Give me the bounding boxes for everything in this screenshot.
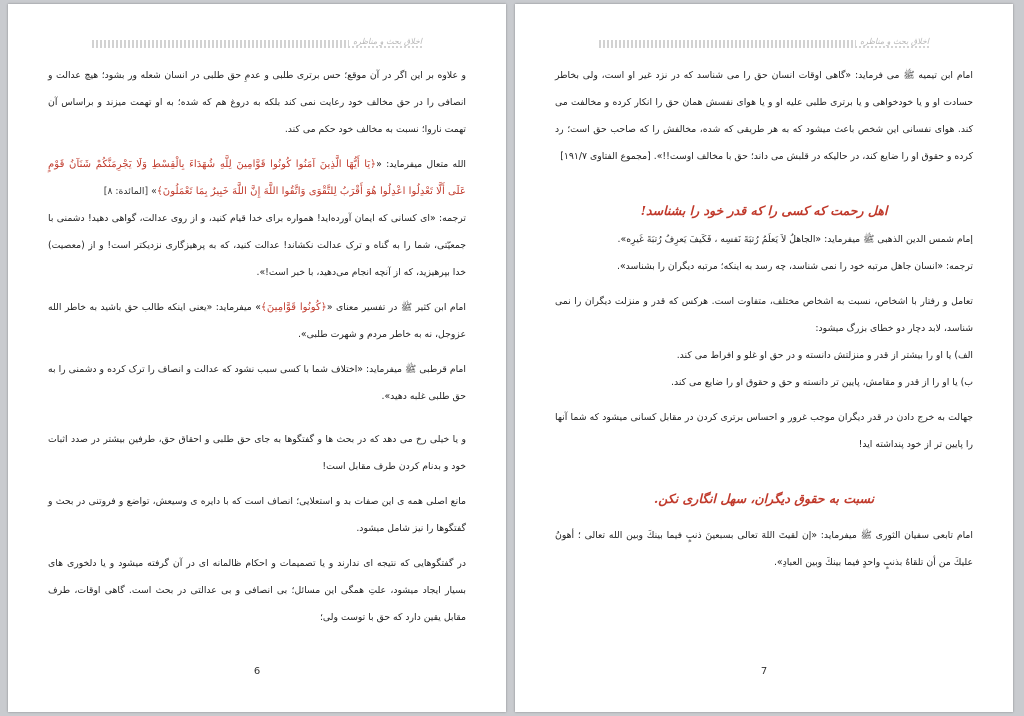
right-page-body [555,62,973,576]
quran-verse: ﴿يَا أَيُّهَا الَّذِينَ آمَنُوا كُونُوا قَوَّامِينَ لِلَّهِ شُهَدَاءَ بِالْقِسْطِ وَلَا يَجْرِمَنَّكُمْ شَنَآنُ قَوْمٍ عَلَى أَلَّا تَعْدِلُوا اعْدِلُوا هُوَ أَقْرَبُ لِلتَّقْوَى وَاتَّقُوا اللَّهَ إِنَّ اللَّهَ خَبِيرٌ بِمَا تَعْمَلُونَ﴾ [48,159,466,197]
qurtubi-paragraph: امام قرطبی ﷺ میفرماید: «اختلاف شما با کسی سبب نشود که عدالت و انصاف را ترک کرده و دشمنی را به حق طلبی غلبه دهید». [48,364,466,402]
ayah-intro: الله متعال میفرماید: « [376,159,467,170]
ibn-kathir-before: امام ابن کثیر ﷺ در تفسیر معنای « [326,302,466,313]
page-header-divider [599,37,929,48]
verse-reference: » [المائدة: ٨] [103,186,157,197]
page-left [8,4,506,712]
ibn-kathir-after: » میفرماید: «یعنی اینکه طالب حق باشید به خاطر الله عزوجل، نه به خاطر مردم و شهرت طلبی». [48,302,466,340]
section-heading: اهل رحمت که کسی را که قدر خود را بشناسد! [640,203,888,218]
page-number: 7 [760,666,768,677]
quran-phrase: ﴿كُونُوا قَوَّامِينَ﴾ [260,302,327,313]
list-item: ب) یا او را از قدر و مقامش، پایین تر دانسته و حق و حقوق او را ضایع می کند. [671,377,973,388]
list-item: الف) یا او را بیشتر از قدر و منزلتش دانسته و در حق او غلو و افراط می کند. [676,350,973,361]
thawri-quote: امام تابعی سفیان الثوری ﷺ میفرماید: «إن لقيتَ اللهَ تعالى بسبعينَ ذنبٍ فيما بينكَ وبين الله تعالى ؛ أهونُ عليكَ من أن تلقاهُ بذنبٍ واحدٍ فيما بينكَ وبين العبادِ». [555,530,973,568]
ibn-kathir-paragraph [48,294,466,348]
paragraph: در گفتگوهایی که نتیجه ای ندارند و یا تصمیمات و احکام ظالمانه ای در آن گرفته میشود و یا دلخوری های بسیار ایجاد میشود، علتِ همگی این مسائل؛ بی انصافی و بی عدالتی در بحث است. گاهی اوقات، طرف مقابل یقین دارد که حق با توست ولی؛ [48,558,466,623]
paragraph: و یا خیلی رخ می دهد که در بحث ها و گفتگوها به جای حق طلبی و احقاق حق، طرفین بیشتر در صدد اثبات خود و بدنام کردن طرف مقابل است! [48,434,466,472]
ibn-taymiyyah-paragraph: امام ابن تیمیه ﷺ می فرماید: «گاهی اوقات انسان حق را می شناسد که در نزد غیر او است، ولی بخاطر حسادت او و یا خودخواهی و یا برتری طلبی علیه او و یا هوای نفسش همان حق را انکار کرده و مخالفت می کند. هوای نفسانی این شخص باعث میشود که به هر طریقی که شده، مخالفش را که صاحب حق است؛ رد کرده و حقوق او را ضایع کند، در حالیکه در قلبش می داند؛ حق با مخالف اوست!!». [مجموع الفتاوی ۱۹۱/۷] [555,70,973,162]
paragraph: ترجمه: «ای کسانی که ایمان آورده‌اید! همواره برای خدا قیام کنید، و از روی عدالت، گواهی دهید! دشمنی با جمعیّتی، شما را به گناه و ترک عدالت نکشاند! عدالت کنید، که به پرهیزگاری نزدیکتر است! و از (معصیت) خدا بپرهیزید، که از آنچه انجام می‌دهید، با خبر است!». [48,213,466,278]
page-right [515,4,1013,712]
ayah-paragraph [48,151,466,205]
paragraph: و علاوه بر این اگر در آن موقع؛ حس برتری طلبی و عدمِ حق طلبی در انسان شعله ور بشود؛ هیچ عدالت و انصافی را در حق مخالف خود رعایت نمی کند بلکه به دروغ هم که شده؛ به او تهمت میزند و براساس آن تهمت ناروا؛ نسبت به مخالف خود حکم می کند. [48,70,466,135]
page-number: 6 [253,666,261,677]
left-page-body [48,62,466,631]
paragraph: جهالت به خرج دادن در قدر دیگران موجب غرور و احساس برتری کردن در مقابل کسانی میشود که شما آنها را پایین تر از خود پنداشته اید! [555,412,973,450]
paragraph: مانع اصلی همه ی این صفات بد و استعلایی؛ انصاف است که با دایره ی وسیعش، تواضع و فروتنی در بحث و گفتگوها را نیز شامل میشود. [48,496,466,534]
section-heading: نسبت به حقوق دیگران، سهل انگاری نکن. [653,491,875,506]
dhahabi-translation: ترجمه: «انسان جاهل مرتبه خود را نمی شناسد، چه رسد به اینکه؛ مرتبه دیگران را بشناسد». [617,261,973,272]
running-header: اخلاق بحث و مناظره [856,37,929,46]
page-header-divider [92,37,422,48]
paragraph: تعامل و رفتار با اشخاص، نسبت به اشخاص مختلف، متفاوت است. هرکس که قدر و منزلت دیگران را نمی شناسد، لابد دچار دو خطای بزرگ میشود: [555,296,973,334]
dhahabi-quote: إمام شمس الدین الذهبی ﷺ میفرماید: «الجاهلُ لاَ يَعلَمُ رُتبَةَ نَفسِه ، فَكَيفَ يَعرِفُ رُتبَةَ غَيرِه». [617,234,973,245]
running-header: اخلاق بحث و مناظره [349,37,422,46]
